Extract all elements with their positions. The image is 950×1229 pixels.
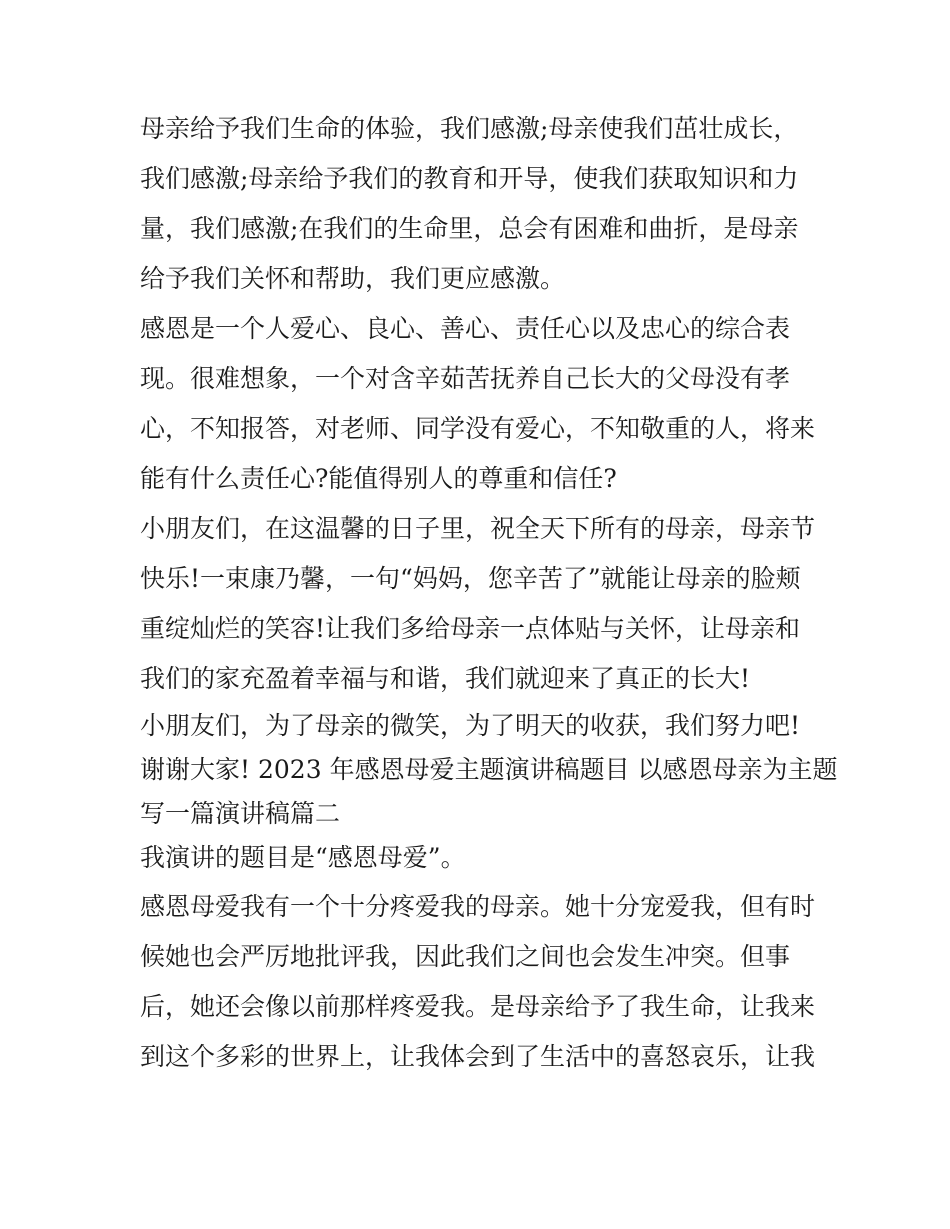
text-line: 谢谢大家! 2023 年感恩母爱主题演讲稿题目 以感恩母亲为主题 bbox=[140, 755, 838, 784]
text-line: 我演讲的题目是“感恩母爱”。 bbox=[140, 843, 466, 872]
paragraph-gratitude-definition bbox=[140, 304, 820, 504]
text-line: 快乐!一束康乃馨，一句“妈妈，您辛苦了”就能让母亲的脸颊 bbox=[140, 564, 801, 593]
paragraph-mothers-day-wishes bbox=[140, 504, 820, 704]
text-line: 候她也会严厉地批评我，因此我们之间也会发生冲突。但事 bbox=[140, 942, 791, 971]
text-line: 我们感激;母亲给予我们的教育和开导，使我们获取知识和力 bbox=[140, 164, 799, 193]
text-line: 小朋友们，为了母亲的微笑，为了明天的收获，我们努力吧! bbox=[140, 711, 801, 740]
paragraph-gratitude-mother bbox=[140, 104, 820, 304]
text-line: 感恩母爱我有一个十分疼爱我的母亲。她十分宠爱我，但有时 bbox=[140, 892, 816, 921]
paragraph-mother-love bbox=[140, 882, 820, 1082]
text-line: 写一篇演讲稿篇二 bbox=[140, 799, 341, 828]
text-line: 我们的家充盈着幸福与和谐，我们就迎来了真正的长大! bbox=[140, 664, 751, 693]
text-line: 感恩是一个人爱心、良心、善心、责任心以及忠心的综合表 bbox=[140, 314, 791, 343]
text-line: 现。很难想象，一个对含辛茹苦抚养自己长大的父母没有孝 bbox=[140, 364, 791, 393]
document-body bbox=[140, 104, 838, 1082]
text-line: 给予我们关怀和帮助，我们更应感激。 bbox=[140, 264, 566, 293]
text-line: 重绽灿烂的笑容!让我们多给母亲一点体贴与关怀，让母亲和 bbox=[140, 614, 801, 643]
text-line: 心，不知报答，对老师、同学没有爱心，不知敬重的人，将来 bbox=[140, 414, 816, 443]
text-line: 小朋友们，在这温馨的日子里，祝全天下所有的母亲，母亲节 bbox=[140, 514, 816, 543]
text-line: 后，她还会像以前那样疼爱我。是母亲给予了我生命，让我来 bbox=[140, 992, 816, 1021]
paragraph-speech-topic bbox=[140, 836, 820, 880]
text-line: 能有什么责任心?能值得别人的尊重和信任? bbox=[140, 464, 617, 493]
text-line: 到这个多彩的世界上，让我体会到了生活中的喜怒哀乐，让我 bbox=[140, 1042, 816, 1071]
text-line: 量，我们感激;在我们的生命里，总会有困难和曲折，是母亲 bbox=[140, 214, 799, 243]
paragraph-thanks-and-title bbox=[140, 748, 838, 836]
paragraph-closing-call bbox=[140, 704, 820, 748]
text-line: 母亲给予我们生命的体验，我们感激;母亲使我们茁壮成长， bbox=[140, 114, 799, 143]
